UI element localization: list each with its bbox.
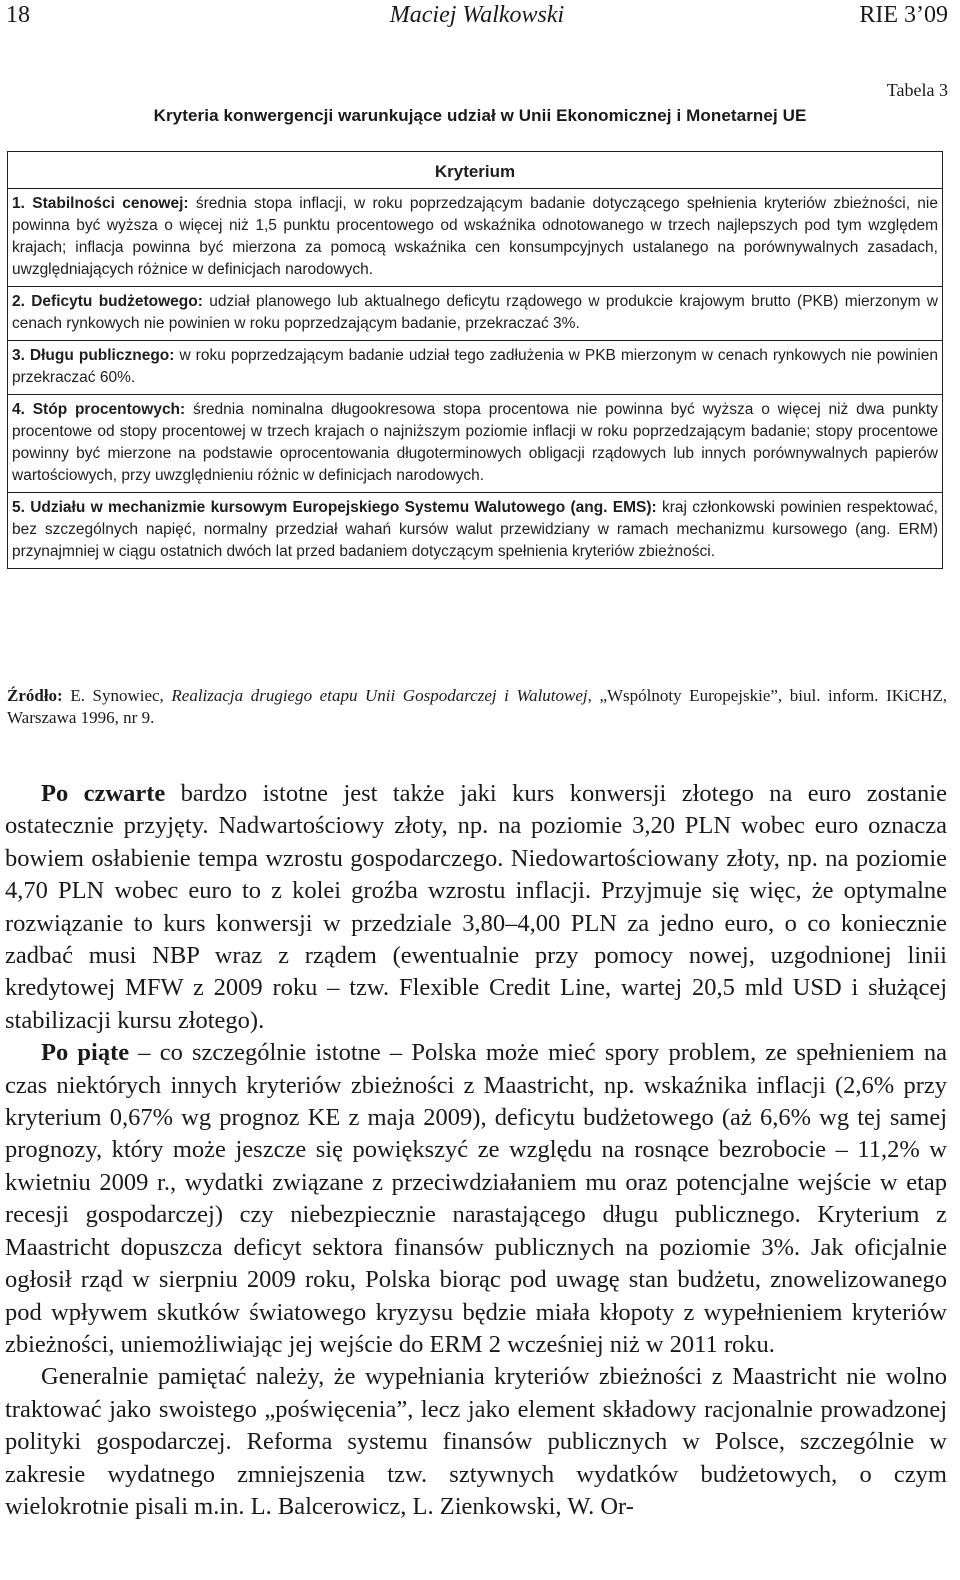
paragraph-3 (5, 1361, 947, 1523)
criterion-text: w roku poprzedzającym badanie udział tego zadłużenia w PKB mierzonym w cenach rynkowych nie powinien przekraczać 60%. (12, 347, 938, 386)
criterion-text: średnia nominalna długookresowa stopa procentowa nie powinna być wyższa o więcej niż dwa punkty procentowe od stopy procentowej w trzech krajach o najniższym poziomie inflacji w roku poprzedzającym badanie; stopy procentowe powinny być mierzone na podstawie oprocentowania długoterminowych obligacji rządowych lub innych porównywalnych papierów wartościowych, przy uwzględnieniu różnic w definicjach narodowych. (12, 401, 938, 484)
running-author: Maciej Walkowski (389, 2, 565, 28)
body-text (5, 778, 947, 1523)
paragraph-1 (5, 778, 947, 1037)
table-source-note (7, 685, 947, 729)
paragraph-lead: Po czwarte (41, 780, 166, 807)
criterion-row-5 (8, 493, 942, 568)
paragraph-lead: Po piąte (41, 1039, 130, 1067)
criterion-text: kraj członkowski powinien respektować, bez szczególnych napięć, normalny przedział wahań kursów walut przewidziany w ramach mechanizmu kursowego (ang. ERM) przynajmniej w ciągu ostatnich dwóch lat przed badaniem dotyczącym spełnienia kryteriów zbieżności. (12, 499, 938, 560)
criterion-row-3 (8, 341, 942, 395)
paragraph-2 (5, 1037, 947, 1361)
criterion-row-2 (8, 287, 942, 341)
table-label: Tabela 3 (886, 80, 948, 100)
criterion-lead: 5. Udziału w mechanizmie kursowym Europejskiego Systemu Walutowego (ang. EMS): (12, 499, 657, 516)
paragraph-text: Generalnie pamiętać należy, że wypełniania kryteriów zbieżności z Maastricht nie wolno traktować jako swoistego „poświęcenia”, lecz jako element składowy racjonalnie prowadzonej polityki gospodarczej. Reforma systemu finansów publicznych w Polsce, szczególnie w zakresie wydatnego zmniejszenia tzw. sztywnych wydatków budżetowych, o czym wielokrotnie pisali m.in. L. Balcerowicz, L. Zienkowski, W. Or- (5, 1363, 947, 1520)
page-number: 18 (6, 2, 30, 28)
paragraph-text: bardzo istotne jest także jaki kurs konwersji złotego na euro zostanie ostatecznie przyjęty. Nadwartościowy złoty, np. na poziomie 3,20 PLN wobec euro oznacza bowiem osłabienie tempa wzrostu gospodarczego. Niedowartościowany złoty, np. na poziomie 4,70 PLN wobec euro to z kolei groźba wzrostu inflacji. Przyjmuje się więc, że optymalne rozwiązanie to kurs konwersji w przedziale 3,80–4,00 PLN za jedno euro, o co koniecznie zadbać musi NBP wraz z rządem (ewentualnie przy pomocy nowej, uzgodnionej linii kredytowej MFW z 2009 roku – tzw. Flexible Credit Line, wartej 20,5 mld USD i służącej stabilizacji kursu złotego). (5, 780, 947, 1034)
paragraph-text: – co szczególnie istotne – Polska może mieć spory problem, ze spełnieniem na czas niektórych innych kryteriów zbieżności z Maastricht, np. wskaźnika inflacji (2,6% przy kryterium 0,67% wg prognoz KE z maja 2009), deficytu budżetowego (aż 6,6% wg tej samej prognozy, który może jeszcze się powiększyć ze względu na rosnące bezrobocie – 11,2% w kwietniu 2009 r., wydatki związane z przeciwdziałaniem mu oraz potencjalne wejście w etap recesji gospodarczej) czy niebezpiecznie narastającego długu publicznego. Kryterium z Maastricht dopuszcza deficyt sektora finansów publicznych na poziomie 3%. Jak oficjalnie ogłosił rząd w sierpniu 2009 roku, Polska biorąc pod uwagę stan budżetu, znowelizowanego pod wpływem skutków światowego kryzysu będzie miała kłopoty z wypełnieniem kryteriów zbieżności, uniemożliwiając jej wejście do ERM 2 wcześniej niż w 2011 roku. (5, 1039, 947, 1358)
criteria-table (7, 151, 943, 569)
criterion-row-4 (8, 395, 942, 493)
criterion-lead: 1. Stabilności cenowej: (12, 195, 189, 212)
source-label: Źródło: (7, 686, 63, 705)
source-details: , „Wspólnoty Europejskie”, biul. inform. IKiCHZ, Warszawa 1996, nr 9. (7, 686, 948, 727)
table-title: Kryteria konwergencji warunkujące udział w Unii Ekonomicznej i Monetarnej UE (153, 106, 807, 125)
criterion-lead: 4. Stóp procentowych: (12, 401, 186, 418)
table-column-header: Kryterium (8, 152, 942, 189)
criterion-text: udział planowego lub aktualnego deficytu rządowego w produkcie krajowym brutto (PKB) mierzonym w cenach rynkowych nie powinien w roku poprzedzającym badanie, przekraczać 3%. (12, 293, 938, 332)
page-header (6, 0, 948, 34)
criterion-lead: 3. Długu publicznego: (12, 347, 175, 364)
journal-issue: RIE 3’09 (859, 2, 948, 28)
source-author: E. Synowiec, (70, 686, 164, 705)
criterion-lead: 2. Deficytu budżetowego: (12, 293, 203, 310)
criterion-row-1 (8, 189, 942, 287)
source-title: Realizacja drugiego etapu Unii Gospodarczej i Walutowej (171, 686, 588, 705)
criterion-text: średnia stopa inflacji, w roku poprzedzającym badanie dotyczącego spełnienia kryteriów zbieżności, nie powinna być wyższa o więcej niż 1,5 punktu procentowego od wskaźnika odnotowanego w trzech najlepszych pod tym względem krajach; inflacja powinna być mierzona za pomocą wskaźnika cen konsumpcyjnych ustalanego na porównywalnych zasadach, uwzględniających różnice w definicjach narodowych. (12, 195, 938, 278)
